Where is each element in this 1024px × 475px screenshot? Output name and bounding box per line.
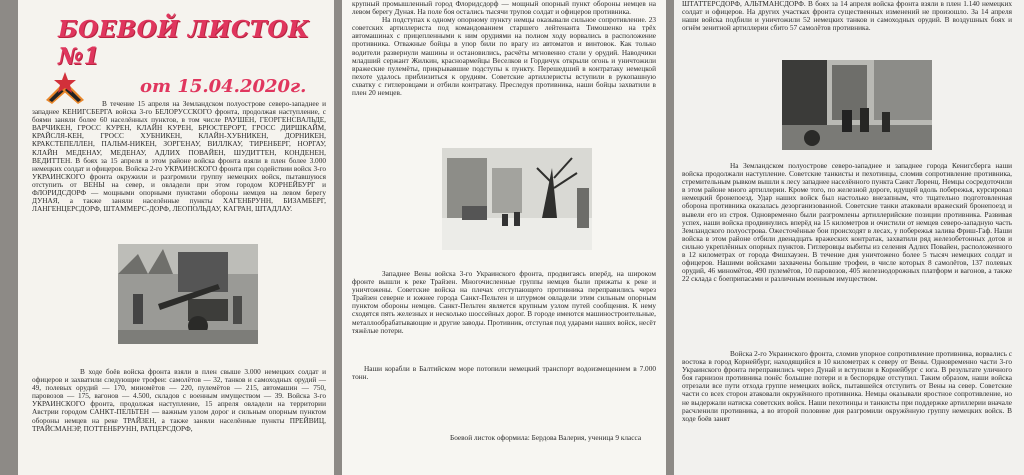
- war-photo-street-battle: [782, 60, 932, 150]
- leaflet-sheet-2: [342, 0, 666, 475]
- sheet2-paragraph-4: Наши корабли в Балтийском море потопили немецкий транспорт водоизмещением в 7.000 тонн.: [352, 364, 656, 382]
- sheet2-upper-text: [352, 0, 656, 97]
- sheet1-paragraph-1: В течение 15 апреля на Земландском полуострове северо-западнее и западнее КЕНИГСБЕРГА войска 3-го БЕЛОРУССКОГО фронта, продолжая наступление, с боями заняли более 60 населённых пунктов, в том числе РАУШЕН, ГЕОРГЕНСВАЛЬДЕ, ВАРЧИКЕН, ГРОСС КУРЕН, КЛАЙН КУРЕН, БРЮСТЕРОРТ, ГРОСС ДИРШКАЙМ, КРАЙСЛЯ-КЕН, ГРОСС ХУБНИКЕН, КЛАЙН-ХУБНИКЕН, ДОРНИКЕН, КРАКСТЕПЕЛЛЕН, ПАЛЬМ-НИКЕН, ЗОРГЕНАУ, ВИЛЛКАУ, ТИРЕНБЕРГ, НОРГАУ, КЛАЙН МЕДЕНАУ, МЕДЕНАУ, АДЛИХ ПОВАЙЕН, ШУДИТТЕН, КОНДЕНЕН, ВЕДИТТЕН. В боях за 15 апреля в этом районе войска фронта взяли в плен более 3.000 немецких солдат и офицеров. Войска 2-го УКРАИНСКОГО фронта при содействии войск 3-го УКРАИНСКОГО фронта окружили и разгромили группу немецких войск, пытавшуюся отступить от ВЕНЫ на север, и овладели при этом городом КОРНЕЙБУРГ и ФЛОРИДСДОРФ — мощными опорными пунктами обороны немцев на левом берегу ДУНАЯ, а также заняли населённые пункты ХАГЕНБРУНН, БИЗАМБЕРГ, ЛАНГЕНЦЕРСДОРФ, ШТАММЕРС-ДОРФ, ЛЕОПОЛЬДАУ, КАГРАН, ШТАДЛАУ.: [32, 99, 326, 214]
- war-photo-ruined-city: [442, 148, 592, 250]
- war-photo-soldiers-gun: [118, 244, 258, 344]
- sheet2-lower-text: [352, 365, 656, 381]
- leaflet-sheet-1: [18, 0, 334, 475]
- leaflet-title: БОЕВОЙ ЛИСТОК №1: [58, 16, 310, 70]
- sheet1-paragraph-2: В ходе боёв войска фронта взяли в плен свыше 3.000 немецких солдат и офицеров и захватили следующие трофеи: самолётов — 32, танков и самоходных орудий — 49, полевых орудий — 170, миномётов — 220, пулемётов — 215, автомашин — 750, паровозов — 175, вагонов — 4.500, складов с военным имуществом — 39. Войска 3-го УКРАИНСКОГО фронта, продолжая наступление, 15 апреля овладели на территории Австрии городом САНКТ-ПЕЛЬТЕН — важным узлом дорог и сильным опорным пунктом обороны немцев на реке ТРАЙЗЕН, а также заняли населённые пункты ПРЕЙВИЦ, ТРАЙСМАНЭР, ПОТТЕНБРУНН, РАТЦЕРСДОРФ,: [32, 367, 326, 433]
- sheet1-upper-text: [32, 100, 326, 213]
- sheet2-paragraph-1: крупный промышленный город Флоридсдорф — мощный опорный пункт обороны немцев на левом берегу Дуная. На поле боя остались тысячи трупов солдат и офицеров противника.: [352, 0, 656, 17]
- leaflet-sheet-3: [674, 0, 1024, 475]
- sheet3-paragraph-1: ШТАТТЕРСДОРФ, АЛЬТМАНСДОРФ. В боях за 14 апреля войска фронта взяли в плен 1.140 немецких солдат и офицеров. На других участках фронта существенных изменений не произошло. За 14 апреля наши войска подбили и уничтожили 52 немецких танков и самоходных орудий. В воздушных боях и огнём зенитной артиллерии сбито 57 самолётов противника.: [682, 0, 1012, 33]
- leaflet-credit: Боевой листок оформила: Бердова Валерия, ученица 9 класса: [450, 433, 642, 442]
- sheet2-paragraph-3: Западнее Вены войска 3-го Украинского фронта, продвигаясь вперёд, на широком фронте вышли к реке Трайзен. Многочисленные группы немцев были прижаты к реке и уничтожены. Советские войска на плечах отступающего противника переправились через Трайзен северне и южнее города Санкт-Пельтен и штурмом овладели этим сильным опорным пунктом обороны немцев. Санкт-Пельтен является крупным узлом путей сообщения. К нему сходятся пять железных и несколько шоссейных дорог. В городе имеются машиностроительные, металлообрабатывающие и другие заводы. Противник, отступая под ударами наших войск, несёт тяжёлые потери.: [352, 269, 656, 335]
- leaflet-date: от 15.04.2020г.: [140, 76, 307, 97]
- sheet3-middle-text: [682, 162, 1012, 283]
- sheet3-upper-text: [682, 0, 1012, 32]
- sheet2-middle-text: [352, 270, 656, 335]
- sheet1-lower-text: [32, 368, 326, 433]
- sheet3-paragraph-3: Войска 2-го Украинского фронта, сломив упорное сопротивление противника, ворвались с востока в город Корнейбург, находящийся в 10 километрах к северу от Вены. Одновременно части 3-го Украинского фронта переправились через Дунай и вступили в Корнейбург с юга. В результате уличного боя гарнизон противника понёс большие потери и в беспорядке отступил. Таким образом, наши войска отрезали все пути отхода группе немецких войск, пытавшейся отступить от Вены на север. Советские части со всех сторон атаковали окружённого противника. Немцы оказывали яростное сопротивление, но не выдержали натиска советских войск. Наши пехотинцы и танкисты при поддержке артиллерии вначале расчленили противника, а во второй половине дня разгромили окружённую группу немецких войск. В ходе боёв занят: [682, 349, 1012, 423]
- st-george-ribbon-icon: [42, 70, 88, 104]
- sheet3-paragraph-2: На Земландском полуострове северо-западнее и западнее города Кенигсберга наши войска продолжали наступление. Советские танкисты и пехотинцы, сломив сопротивление противника, стремительным рывком вышли к лесу западнее населённого пункта Санкт Лоренц. Немцы сосредоточили в этом районе много артиллерии. Кроме того, по железной дороге, идущей вдоль побережья, курсировал немецкий бронепоезд. Удар наших войск был настолько внезапным, что тщательно подготовленная оборона противника оказалась дезорганизованной. Советские танки атаковали вражеский бронепоезд и вывели его из строя. Одновременно были разгромлены артиллерийские позиции противника. Развивая успех, наши войска продвинулись вперёд на 15 километров и очистили от немцев северо-западную часть Земландского полуострова. Ожесточённые бои происходят в лесах, у побережья залива Фриш-Гаф. Наши войска в этом районе отбили двенадцать вражеских контратак, захватили ряд железобетонных дотов и сильно укреплённых опорных пунктов. Гитлеровцы выбиты из селения Адлих Повайен, расположенного в 12 километрах от города Фишхаузен. В течение дня уничтожено более 5 тысяч немецких солдат и офицеров. Нашими войсками захвачены большие трофеи, в числе которых 8 самолётов, 137 полевых орудий, 46 миномётов, 490 пулемётов, 10 паровозов, 405 железнодорожных платформ и вагонов, а также 22 склада с боеприпасами и различным военным имуществом.: [682, 161, 1012, 284]
- sheet3-lower-text: [682, 350, 1012, 423]
- sheet2-paragraph-2: На подступах к одному опорному пункту немцы оказывали сильное сопротивление. 23 советских артиллериста под командованием старшего лейтенанта Тимошенко на трёх автомашинах с прицепленными к ним орудиями на полном ходу ворвались в расположение противника. Отважные бойцы в упор били по врагу из автоматов и винтовок. Как только водители развернули машины и остановились, расчёты мгновенно стали у орудий. Наводчики младший сержант Жилкин, красноармейцы Веселков и Гордичук открыли огонь и уничтожили вражеские пулемёты, прикрывавшие подступы к пункту. Перешедший в контратаку немецкой пехоте удалось приблизиться к орудиям. Советские артиллеристы вступили в рукопашную схватку с гитлеровцами и отбили контратаку. Преследуя противника, наши бойцы захватили в плен 20 немцев.: [352, 15, 656, 98]
